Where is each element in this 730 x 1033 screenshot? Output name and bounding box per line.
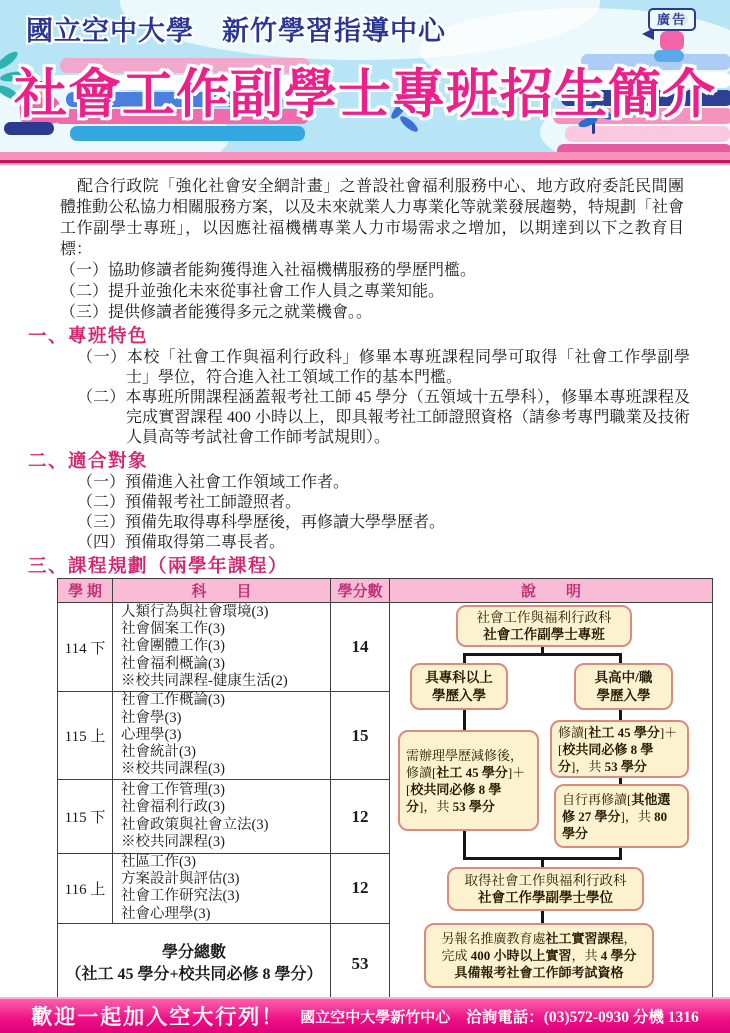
total-label-cell: 學分總數 （社工 45 學分+校共同必修 8 學分） — [58, 923, 331, 1004]
col-header-term: 學 期 — [58, 579, 113, 603]
person-legs — [654, 50, 684, 62]
flow-box-take-53-credits: 修讀[社工 45 學分]＋[校共同必修 8 學分]，共 53 學分 — [550, 720, 689, 778]
flow-box-extra-electives: 自行再修讀[其他選修 27 學分]，共 80 學分 — [554, 784, 689, 848]
credits-cell: 12 — [331, 854, 390, 924]
person-body — [660, 31, 684, 51]
credits-cell: 12 — [331, 780, 390, 854]
flow-box-internship: 另報名推廣教育處社工實習課程， 完成 400 小時以上實習，共 4 學分 具備報考社會工作師考試資格 — [424, 923, 654, 988]
education-goal-3: （三）提供修讀者能獲得多元之就業機會。。 — [60, 304, 373, 321]
feature-item-2: （二）本專班所開課程涵蓋報考社工師 45 學分（五領域十五學科），修畢本專班課程及完成實習課程 400 小時以上，即具報考社工師證照資格（請參考專門職業及技術人員高等考試社會工作師考試規則）。 — [77, 389, 690, 446]
col-header-subject: 科 目 — [113, 579, 331, 603]
flow-box-college-entry: 具專科以上 學歷入學 — [410, 663, 508, 710]
flow-box-program: 社會工作與福利行政科 社會工作副學士專班 — [456, 605, 632, 647]
org-title: 國立空中大學 新竹學習指導中心 — [26, 16, 446, 46]
footer-center-name: 國立空中大學新竹中心 — [300, 1008, 451, 1026]
courses-cell: 社會工作管理(3) 社會福利行政(3) 社會政策與社會立法(3) ※校共同課程(3) — [113, 780, 331, 854]
table-row — [58, 603, 713, 692]
flow-box-credit-reduction: 需辦理學歷減修後，修讀[社工 45 學分]＋[校共同必修 8 學分]，共 53 學分 — [398, 730, 539, 831]
audience-item-1: （一）預備進入社會工作領域工作者。 — [77, 474, 350, 491]
description-cell — [390, 603, 713, 1005]
term-cell: 116 上 — [58, 854, 113, 924]
section-title-audience: 二、適合對象 — [28, 452, 149, 472]
audience-item-4: （四）預備取得第二專長者。 — [77, 534, 286, 551]
section-title-curriculum: 三、課程規劃（兩學年課程） — [28, 557, 289, 577]
term-cell: 115 上 — [58, 692, 113, 780]
main-title: 社會工作副學士專班招生簡介 — [14, 65, 716, 124]
courses-cell: 人類行為與社會環境(3) 社會個案工作(3) 社會團體工作(3) 社會福利概論(3) ※校共同課程-健康生活(2) — [113, 603, 331, 692]
flow-box-highschool-entry: 具高中/職 學歷入學 — [574, 663, 673, 710]
footer-welcome: 歡迎一起加入空大行列！ — [31, 1005, 285, 1029]
banner — [0, 0, 730, 152]
audience-item-2: （二）預備報考社工師證照者。 — [77, 494, 302, 511]
flow-box-degree: 取得社會工作與福利行政科 社會工作學副學士學位 — [447, 867, 644, 911]
courses-cell: 社會工作概論(3) 社會學(3) 心理學(3) 社會統計(3) ※校共同課程(3) — [113, 692, 331, 780]
col-header-credits: 學分數 — [331, 579, 390, 603]
term-cell: 114 下 — [58, 603, 113, 692]
footer-bar — [0, 997, 730, 1033]
banner-divider — [0, 152, 730, 165]
education-goal-1: （一）協助修讀者能夠獲得進入社福機構服務的學歷門檻。 — [60, 262, 477, 279]
section-title-features: 一、專班特色 — [28, 327, 149, 347]
audience-item-3: （三）預備先取得專科學歷後，再修讀大學學歷者。 — [77, 514, 446, 531]
education-goal-2: （二）提升並強化未來從事社會工作人員之專業知能。 — [60, 283, 445, 300]
ad-badge: 廣告 — [648, 8, 696, 31]
total-credits-cell: 53 — [331, 923, 390, 1004]
feature-item-1: （一）本校「社會工作與福利行政科」修畢本專班課程同學可取得「社會工作學副學士」學位，符合進入社工領域工作的基本門檻。 — [77, 349, 690, 386]
flyer-body — [0, 176, 730, 1005]
credits-cell: 14 — [331, 603, 390, 692]
footer-phone: 洽詢電話：(03)572-0930 分機 1316 — [466, 1009, 699, 1026]
table-header-row — [58, 579, 713, 603]
courses-cell: 社區工作(3) 方案設計與評估(3) 社會工作研究法(3) 社會心理學(3) — [113, 854, 331, 924]
intro-paragraph: 配合行政院「強化社會安全網計畫」之普設社會福利服務中心、地方政府委託民間團體推動公私協力相關服務方案，以及未來就業人力專業化等就業發展趨勢，特規劃「社會工作副學士專班」，以因應社福機構專業人力市場需求之增加，以期達到以下之教育目標： — [60, 178, 685, 258]
term-cell: 115 下 — [58, 780, 113, 854]
course-table — [57, 578, 713, 1005]
credits-cell: 15 — [331, 692, 390, 780]
admission-flowchart — [390, 603, 712, 996]
col-header-description: 說 明 — [390, 579, 713, 603]
